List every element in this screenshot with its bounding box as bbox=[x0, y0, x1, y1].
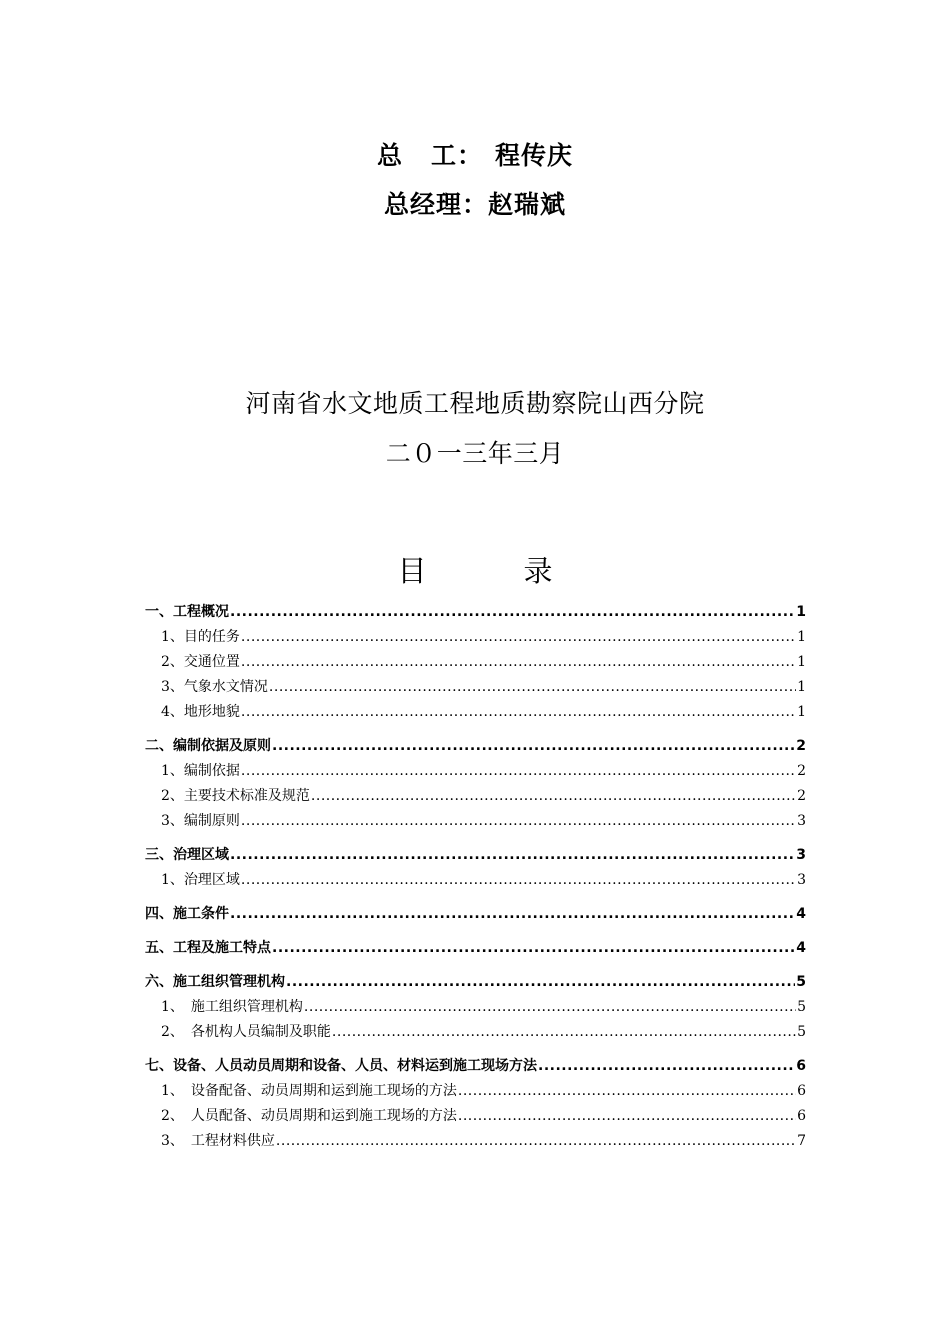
toc-dot-leader bbox=[230, 843, 795, 868]
toc-page-number: 6 bbox=[797, 1083, 806, 1099]
toc-subsection-entry[interactable] bbox=[145, 675, 806, 700]
toc-entry-text: 2、交通位置 bbox=[161, 654, 240, 670]
toc-dot-leader bbox=[332, 1020, 796, 1045]
general-manager-line bbox=[0, 185, 950, 221]
toc-entry-text: 3、编制原则 bbox=[161, 813, 240, 829]
toc-page-number: 1 bbox=[797, 679, 806, 695]
toc-dot-leader bbox=[241, 868, 796, 893]
toc-page-number: 4 bbox=[796, 940, 806, 956]
toc-dot-leader bbox=[272, 936, 795, 961]
toc-subsection-entry[interactable] bbox=[145, 1020, 806, 1045]
toc-section-entry[interactable] bbox=[145, 600, 806, 625]
general-manager-label: 总经理： bbox=[383, 190, 488, 219]
toc-dot-leader bbox=[241, 809, 796, 834]
toc-dot-leader bbox=[458, 1079, 796, 1104]
toc-subsection-entry[interactable] bbox=[145, 759, 806, 784]
toc-page-number: 1 bbox=[797, 629, 806, 645]
toc-page-number: 2 bbox=[797, 763, 806, 779]
toc-subsection-entry[interactable] bbox=[145, 809, 806, 834]
toc-entry-text: 3、 工程材料供应 bbox=[161, 1133, 275, 1149]
toc-dot-leader bbox=[241, 650, 796, 675]
organization-name: 河南省水文地质工程地质勘察院山西分院 bbox=[245, 389, 705, 418]
toc-subsection-entry[interactable] bbox=[145, 700, 806, 725]
toc-subsection-entry[interactable] bbox=[145, 868, 806, 893]
toc-page-number: 4 bbox=[796, 906, 806, 922]
chief-engineer-label-b: 工： bbox=[430, 141, 483, 170]
toc-entry-text: 1、 设备配备、动员周期和运到施工现场的方法 bbox=[161, 1083, 457, 1099]
toc-entry-text: 3、气象水文情况 bbox=[161, 679, 268, 695]
toc-page-number: 2 bbox=[797, 788, 806, 804]
toc-page-number: 5 bbox=[797, 1024, 806, 1040]
toc-entry-text: 四、施工条件 bbox=[145, 906, 229, 922]
toc-entry-text: 1、目的任务 bbox=[161, 629, 240, 645]
toc-entry-text: 二、编制依据及原则 bbox=[145, 738, 271, 754]
toc-page-number: 3 bbox=[797, 813, 806, 829]
toc-entry-text: 1、 施工组织管理机构 bbox=[161, 999, 303, 1015]
toc-section-entry[interactable] bbox=[145, 902, 806, 927]
toc-section-entry[interactable] bbox=[145, 936, 806, 961]
document-date: 二０一三年三月 bbox=[385, 439, 565, 468]
table-of-contents bbox=[145, 600, 806, 1154]
toc-dot-leader bbox=[230, 902, 795, 927]
toc-page-number: 7 bbox=[797, 1133, 806, 1149]
toc-section-entry[interactable] bbox=[145, 1054, 806, 1079]
toc-page-number: 1 bbox=[797, 654, 806, 670]
toc-entry-text: 六、施工组织管理机构 bbox=[145, 974, 285, 990]
toc-section-entry[interactable] bbox=[145, 843, 806, 868]
toc-page-number: 5 bbox=[796, 974, 806, 990]
toc-dot-leader bbox=[458, 1104, 796, 1129]
toc-subsection-entry[interactable] bbox=[145, 1129, 806, 1154]
toc-entry-text: 1、编制依据 bbox=[161, 763, 240, 779]
toc-page-number: 6 bbox=[796, 1058, 806, 1074]
toc-page-number: 3 bbox=[796, 847, 806, 863]
toc-subsection-entry[interactable] bbox=[145, 1104, 806, 1129]
toc-page-number: 2 bbox=[796, 738, 806, 754]
toc-page-number: 1 bbox=[797, 704, 806, 720]
toc-entry-text: 三、治理区域 bbox=[145, 847, 229, 863]
toc-entry-text: 4、地形地貌 bbox=[161, 704, 240, 720]
toc-dot-leader bbox=[269, 675, 796, 700]
toc-entry-text: 七、设备、人员动员周期和设备、人员、材料运到施工现场方法 bbox=[145, 1058, 537, 1074]
toc-dot-leader bbox=[538, 1054, 795, 1079]
toc-dot-leader bbox=[286, 970, 795, 995]
toc-page-number: 6 bbox=[797, 1108, 806, 1124]
toc-entry-text: 2、 人员配备、动员周期和运到施工现场的方法 bbox=[161, 1108, 457, 1124]
toc-section-entry[interactable] bbox=[145, 970, 806, 995]
toc-entry-text: 2、 各机构人员编制及职能 bbox=[161, 1024, 331, 1040]
toc-page-number: 1 bbox=[796, 604, 806, 620]
toc-entry-text: 2、主要技术标准及规范 bbox=[161, 788, 310, 804]
toc-dot-leader bbox=[272, 734, 795, 759]
toc-section-entry[interactable] bbox=[145, 734, 806, 759]
toc-page-number: 5 bbox=[797, 999, 806, 1015]
toc-dot-leader bbox=[311, 784, 796, 809]
toc-title: 目 录 bbox=[397, 554, 587, 588]
toc-dot-leader bbox=[230, 600, 795, 625]
toc-dot-leader bbox=[241, 700, 796, 725]
toc-subsection-entry[interactable] bbox=[145, 784, 806, 809]
general-manager-name: 赵瑞斌 bbox=[488, 190, 567, 219]
toc-dot-leader bbox=[241, 759, 796, 784]
toc-page-number: 3 bbox=[797, 872, 806, 888]
toc-subsection-entry[interactable] bbox=[145, 625, 806, 650]
toc-subsection-entry[interactable] bbox=[145, 995, 806, 1020]
toc-entry-text: 一、工程概况 bbox=[145, 604, 229, 620]
toc-subsection-entry[interactable] bbox=[145, 650, 806, 675]
toc-entry-text: 1、治理区域 bbox=[161, 872, 240, 888]
toc-dot-leader bbox=[241, 625, 796, 650]
chief-engineer-name: 程传庆 bbox=[495, 141, 574, 170]
toc-dot-leader bbox=[304, 995, 796, 1020]
chief-engineer-line bbox=[0, 136, 950, 172]
toc-subsection-entry[interactable] bbox=[145, 1079, 806, 1104]
chief-engineer-label-a: 总 bbox=[376, 141, 403, 170]
toc-entry-text: 五、工程及施工特点 bbox=[145, 940, 271, 956]
toc-dot-leader bbox=[276, 1129, 796, 1154]
